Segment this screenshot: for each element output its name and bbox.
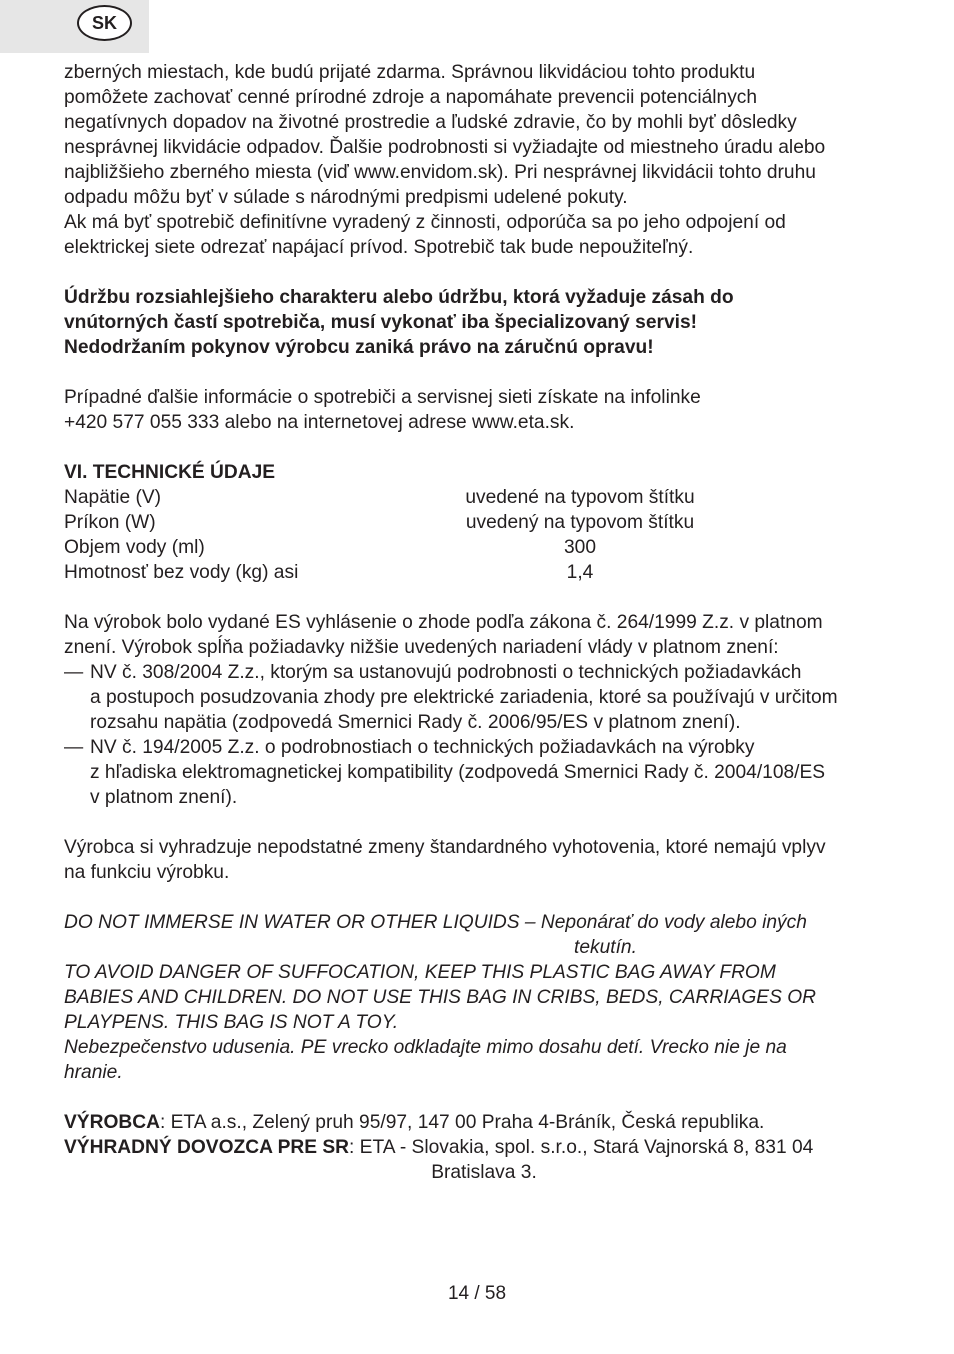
technical-data-section xyxy=(64,460,904,585)
spec-label: Napätie (V) xyxy=(64,487,162,508)
text-line: PLAYPENS. THIS BAG IS NOT A TOY. xyxy=(64,1012,399,1033)
importer-city: Bratislava 3. xyxy=(431,1162,537,1183)
importer-text: : ETA - Slovakia, spol. s.r.o., Stará Vajnorská 8, 831 04 xyxy=(349,1137,814,1158)
manufacturer-text: : ETA a.s., Zelený pruh 95/97, 147 00 Praha 4-Bráník, Česká republika. xyxy=(159,1112,765,1133)
text-line: Nedodržaním pokynov výrobcu zaniká právo na záručnú opravu! xyxy=(64,337,654,358)
text-line: pomôžete zachovať cenné prírodné zdroje a napomáhate prevencii potenciálnych xyxy=(64,87,758,108)
text-line: +420 577 055 333 alebo na internetovej adrese www.eta.sk. xyxy=(64,412,575,433)
text-line: Výrobca si vyhradzuje nepodstatné zmeny štandardného vyhotovenia, ktoré nemajú vplyv xyxy=(64,837,826,858)
text-line: zberných miestach, kde budú prijaté zdarma. Správnou likvidáciou tohto produktu xyxy=(64,62,756,83)
spec-label: Objem vody (ml) xyxy=(64,537,205,558)
disposal-paragraph xyxy=(64,60,904,260)
page-content xyxy=(64,60,904,1185)
spec-value: 1,4 xyxy=(566,562,594,583)
spec-value: uvedené na typovom štítku xyxy=(465,487,695,508)
section-heading: VI. TECHNICKÉ ÚDAJE xyxy=(64,462,276,483)
language-tab xyxy=(0,0,149,53)
regulation-item xyxy=(64,735,904,810)
dash-marker: — xyxy=(64,737,84,758)
dash-marker: — xyxy=(64,662,84,683)
text-line: NV č. 308/2004 Z.z., ktorým sa ustanovujú podrobnosti o technických požiadavkách xyxy=(90,662,802,683)
declaration-section xyxy=(64,610,904,810)
text-line: Údržbu rozsiahlejšieho charakteru alebo údržbu, ktorá vyžaduje zásah do xyxy=(64,287,734,308)
text-line: negatívnych dopadov na životné prostredie a ľudské zdravie, čo by mohli byť dôsledky xyxy=(64,112,797,133)
spec-row xyxy=(64,510,904,535)
text-line: elektrickej siete odrezať napájací prívod. Spotrebič tak bude nepoužiteľný. xyxy=(64,237,694,258)
text-line: znení. Výrobok spĺňa požiadavky nižšie uvedených nariadení vlády v platnom znení: xyxy=(64,637,779,658)
text-line: vnútorných častí spotrebiča, musí vykonať iba špecializovaný servis! xyxy=(64,312,698,333)
text-line: BABIES AND CHILDREN. DO NOT USE THIS BAG IN CRIBS, BEDS, CARRIAGES OR xyxy=(64,987,817,1008)
reserve-paragraph xyxy=(64,835,904,885)
text-line: a postupoch posudzovania zhody pre elektrické zariadenia, ktoré sa používajú v určitom xyxy=(90,687,838,708)
spec-row xyxy=(64,485,904,510)
text-line: NV č. 194/2005 Z.z. o podrobnostiach o technických požiadavkách na výrobky xyxy=(90,737,755,758)
text-line: Na výrobok bolo vydané ES vyhlásenie o zhode podľa zákona č. 264/1999 Z.z. v platnom xyxy=(64,612,823,633)
regulation-item xyxy=(64,660,904,735)
service-warning xyxy=(64,285,904,360)
spec-row xyxy=(64,535,904,560)
text-line: z hľadiska elektromagnetickej kompatibility (zodpovedá Smernici Rady č. 2004/108/ES xyxy=(90,762,826,783)
text-line: v platnom znení). xyxy=(90,787,238,808)
text-line: najbližšieho zberného miesta (viď www.envidom.sk). Pri nesprávnej likvidácii tohto druhu xyxy=(64,162,816,183)
text-line: Nebezpečenstvo udusenia. PE vrecko odkladajte mimo dosahu detí. Vrecko nie je na xyxy=(64,1037,787,1058)
spec-label: Hmotnosť bez vody (kg) asi xyxy=(64,562,299,583)
text-line: odpadu môžu byť v súlade s národnými predpismi udelené pokuty. xyxy=(64,187,628,208)
text-line: Prípadné ďalšie informácie o spotrebiči a servisnej sieti získate na infolinke xyxy=(64,387,701,408)
text-line: DO NOT IMMERSE IN WATER OR OTHER LIQUIDS – Neponárať do vody alebo iných xyxy=(64,912,807,933)
spec-value: uvedený na typovom štítku xyxy=(465,512,695,533)
text-line: rozsahu napätia (zodpovedá Smernici Rady č. 2006/95/ES v platnom znení). xyxy=(90,712,741,733)
company-info xyxy=(64,1110,904,1185)
spec-value: 300 xyxy=(563,537,596,558)
safety-warnings xyxy=(64,910,904,1085)
text-line: TO AVOID DANGER OF SUFFOCATION, KEEP THIS PLASTIC BAG AWAY FROM xyxy=(64,962,776,983)
info-paragraph xyxy=(64,385,904,435)
importer-label: VÝHRADNÝ DOVOZCA PRE SR xyxy=(64,1137,350,1158)
manufacturer-label: VÝROBCA xyxy=(64,1112,160,1133)
spec-label: Príkon (W) xyxy=(64,512,156,533)
text-line: Ak má byť spotrebič definitívne vyradený z činnosti, odporúča sa po jeho odpojení od xyxy=(64,212,786,233)
language-badge: SK xyxy=(77,5,132,41)
text-line: tekutín. xyxy=(574,937,637,958)
text-line: hranie. xyxy=(64,1062,123,1083)
text-line: na funkciu výrobku. xyxy=(64,862,230,883)
spec-row xyxy=(64,560,904,585)
text-line: nesprávnej likvidácie odpadov. Ďalšie podrobnosti si vyžiadajte od miestneho úradu alebo xyxy=(64,137,826,158)
manufacturer-line xyxy=(64,1110,904,1135)
importer-line xyxy=(64,1135,904,1160)
page-number: 14 / 58 xyxy=(447,1283,507,1304)
